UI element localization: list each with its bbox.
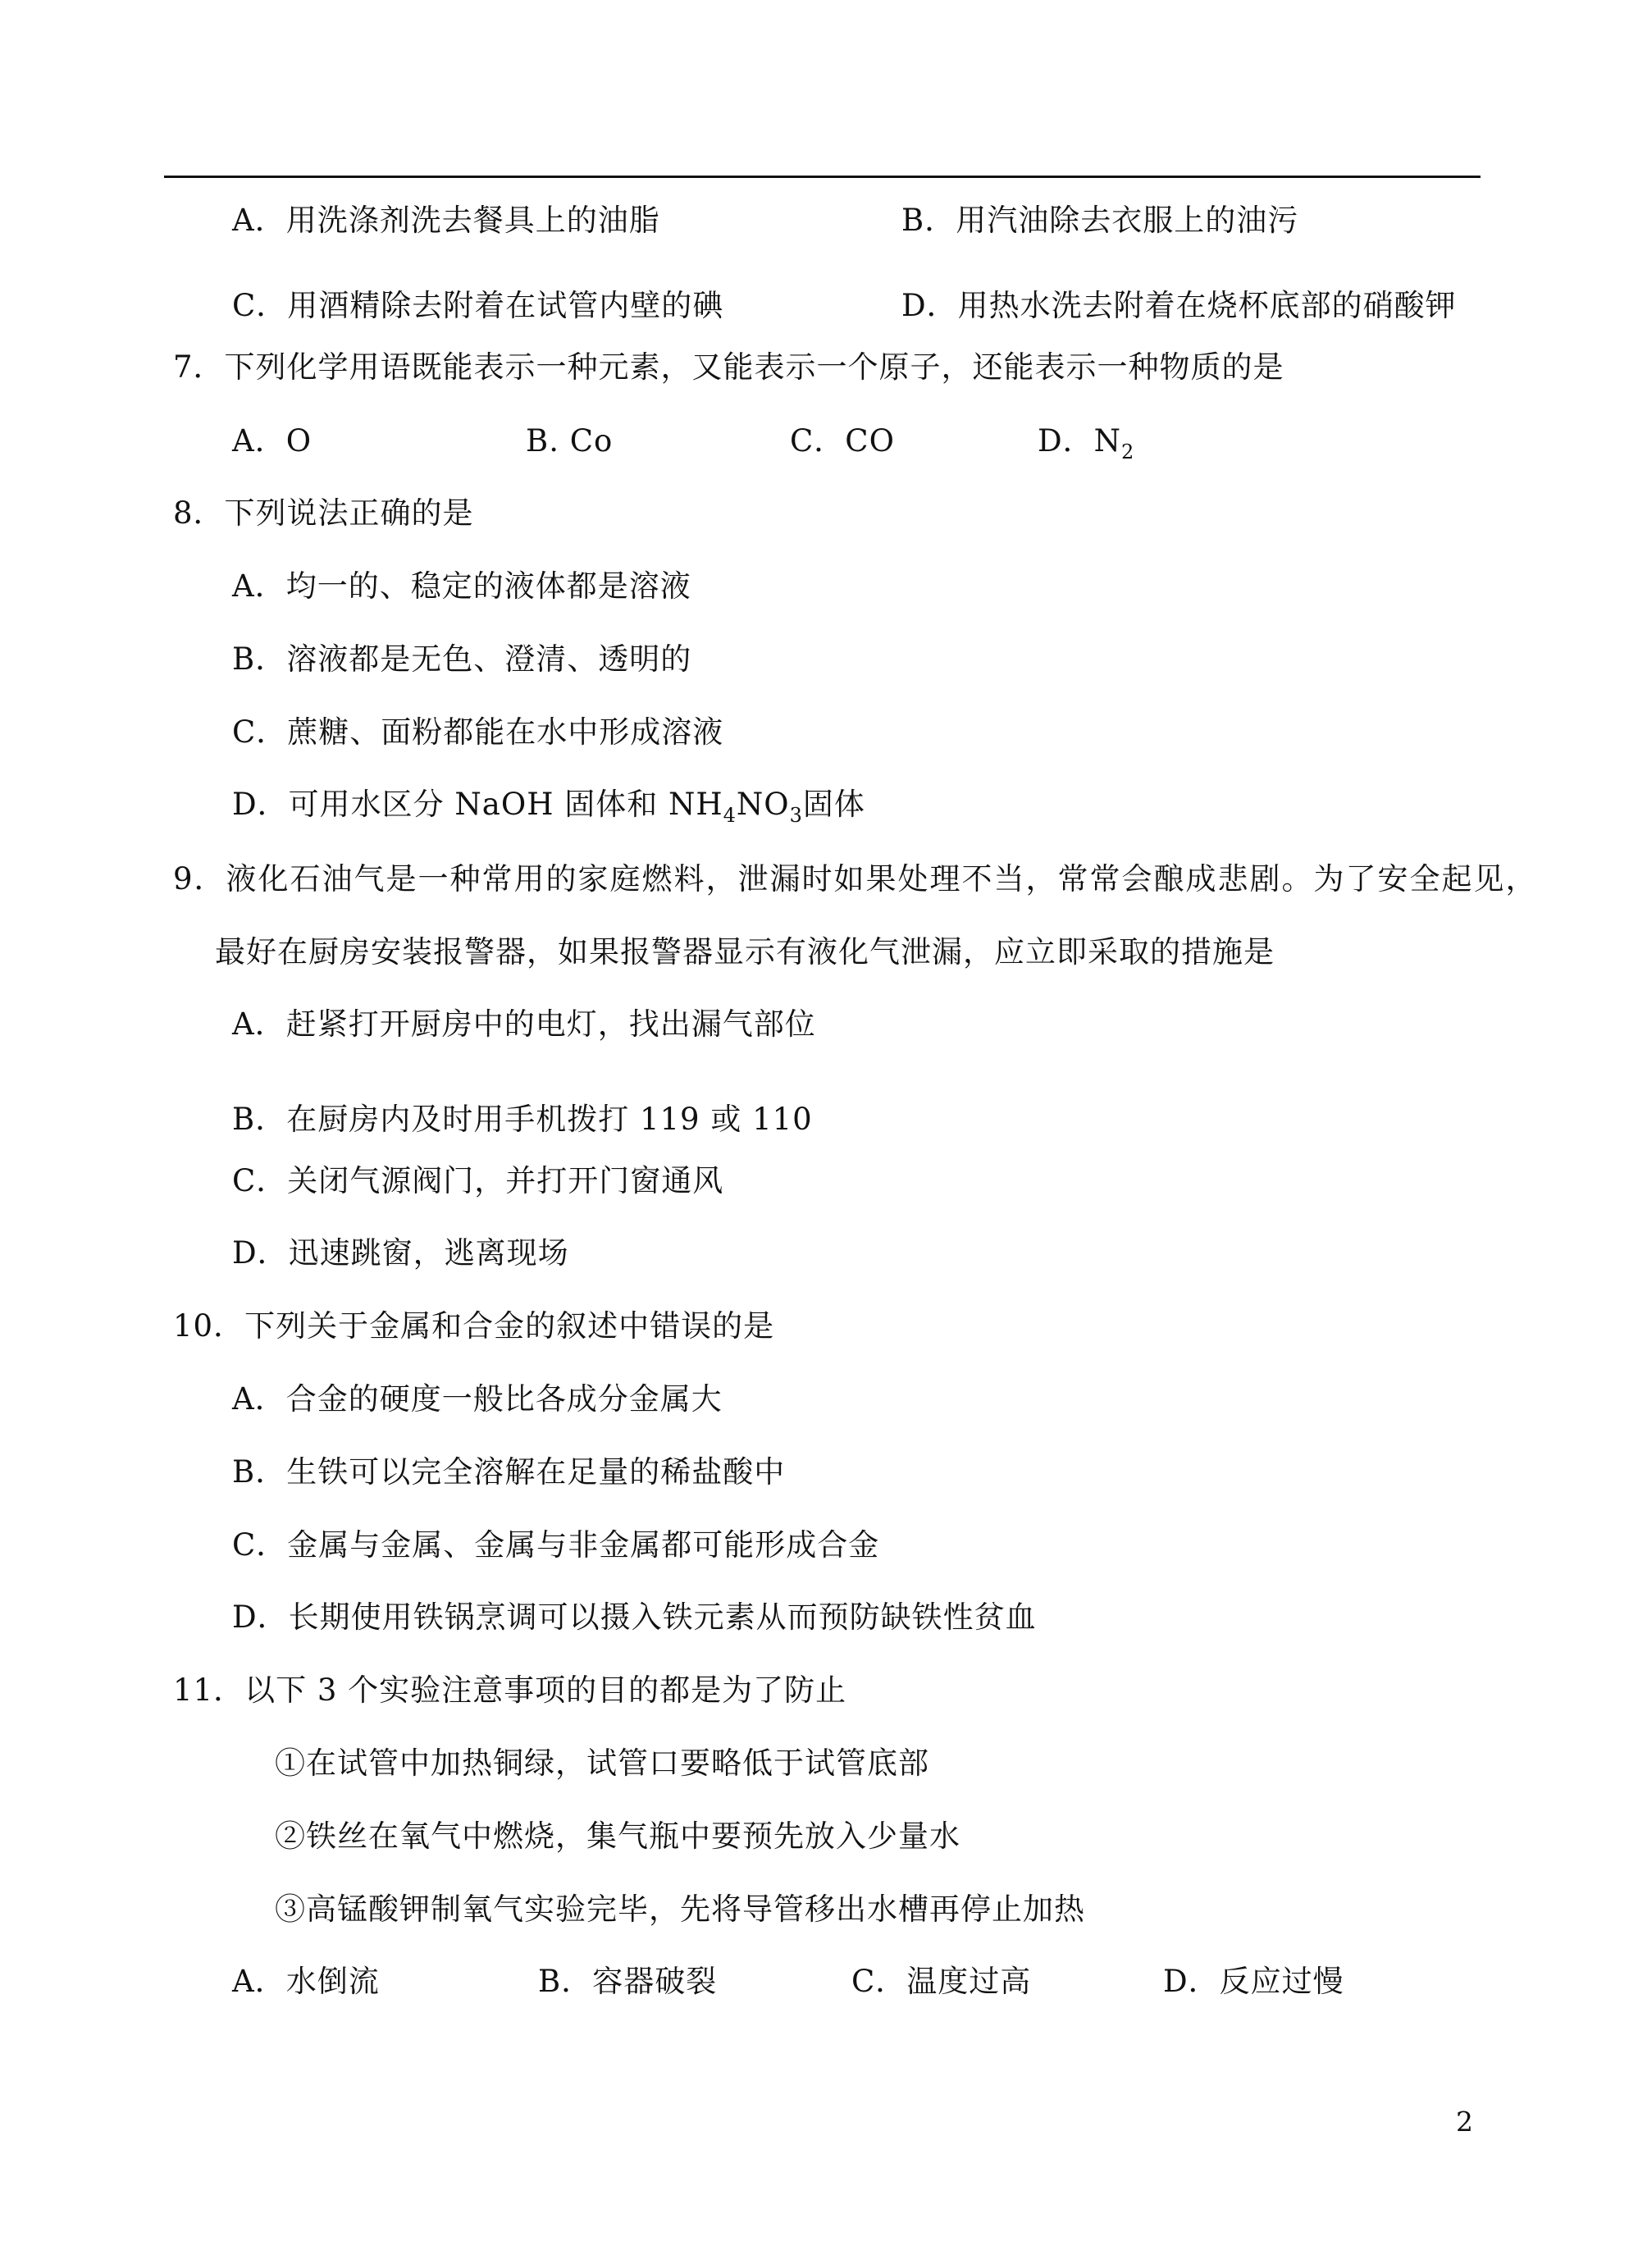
q10-option-a: A．合金的硬度一般比各成分金属大	[232, 1381, 723, 1417]
q10-option-c: C．金属与金属、金属与非金属都可能形成合金	[232, 1527, 880, 1563]
q6-option-d: D．用热水洗去附着在烧杯底部的硝酸钾	[901, 288, 1457, 323]
q9-stem-line1: 9．液化石油气是一种常用的家庭燃料，泄漏时如果处理不当，常常会酿成悲剧。为了安全起见，	[173, 861, 1538, 897]
q6-option-c: C．用酒精除去附着在试管内壁的碘	[232, 288, 724, 323]
q7-option-d: D．$N_2$	[1038, 423, 1135, 463]
q7-option-c: C．CO	[790, 423, 895, 459]
q9-option-c: C．关闭气源阀门，并打开门窗通风	[232, 1163, 724, 1198]
q9-option-a: A．赶紧打开厨房中的电灯，找出漏气部位	[232, 1006, 816, 1042]
q8-option-a: A．均一的、稳定的液体都是溶液	[232, 568, 691, 604]
q9-stem-line2: 最好在厨房安装报警器，如果报警器显示有液化气泄漏，应立即采取的措施是	[215, 934, 1275, 970]
q7-option-a: A．O	[232, 423, 313, 459]
q11-option-a: A．水倒流	[232, 1964, 380, 1999]
q8-option-d: D．可用水区分 NaOH 固体和 $NH_4NO_3$固体	[232, 787, 865, 827]
q9-option-b: B．在厨房内及时用手机拨打 119 或 110	[232, 1102, 813, 1137]
q8-stem: 8．下列说法正确的是	[173, 495, 474, 531]
q11-item-1: ①在试管中加热铜绿，试管口要略低于试管底部	[275, 1745, 929, 1781]
q8-option-c: C．蔗糖、面粉都能在水中形成溶液	[232, 714, 724, 750]
q7-stem: 7．下列化学用语既能表示一种元素，又能表示一个原子，还能表示一种物质的是	[173, 349, 1284, 385]
q11-item-2: ②铁丝在氧气中燃烧，集气瓶中要预先放入少量水	[275, 1819, 960, 1854]
q11-option-d: D．反应过慢	[1163, 1964, 1344, 1999]
q11-stem: 11．以下 3 个实验注意事项的目的都是为了防止	[173, 1672, 847, 1708]
q8-option-b: B．溶液都是无色、澄清、透明的	[232, 641, 692, 677]
q7-option-b: B. Co	[526, 423, 614, 459]
q11-item-3: ③高锰酸钾制氧气实验完毕，先将导管移出水槽再停止加热	[275, 1892, 1085, 1927]
q11-option-b: B．容器破裂	[538, 1964, 718, 1999]
q10-stem: 10．下列关于金属和合金的叙述中错误的是	[173, 1308, 775, 1344]
q10-option-b: B．生铁可以完全溶解在足量的稀盐酸中	[232, 1454, 786, 1490]
q9-option-d: D．迅速跳窗，逃离现场	[232, 1235, 569, 1271]
q6-option-a: A．用洗涤剂洗去餐具上的油脂	[232, 203, 660, 238]
page-number: 2	[1456, 2106, 1473, 2138]
header-rule	[164, 176, 1481, 178]
q10-option-d: D．长期使用铁锅烹调可以摄入铁元素从而预防缺铁性贫血	[232, 1599, 1037, 1635]
q6-option-b: B．用汽油除去衣服上的油污	[901, 203, 1299, 238]
q11-option-c: C．温度过高	[851, 1964, 1032, 1999]
